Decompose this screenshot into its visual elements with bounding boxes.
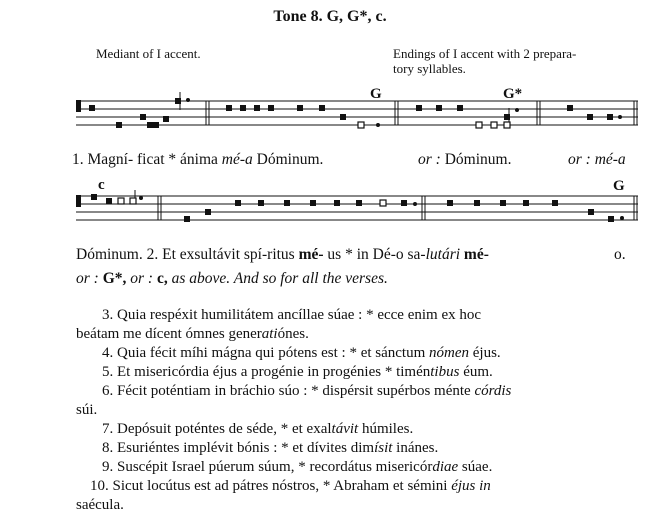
verse-line — [76, 420, 644, 439]
verse-text: diae — [432, 459, 459, 475]
verse-text: Fécit poténtiam in bráchio súo : * dispérsit supérbos ménte — [117, 383, 475, 399]
lyric-3b: G*, — [98, 270, 127, 287]
verse-text: saécula. — [76, 497, 124, 513]
verse-line — [76, 382, 644, 401]
ending-mark-c: c — [98, 177, 105, 193]
verse-text: Sicut locútus est ad pátres nóstros, * Abraham et sémini — [112, 478, 452, 494]
verse-text: ónes. — [277, 326, 309, 342]
verse-number: 8. — [102, 440, 117, 456]
lyric-1b: mé-a — [221, 151, 253, 168]
verse-number: 7. — [102, 421, 117, 437]
lyric-line-1-ending-2: or : mé-a — [568, 151, 626, 168]
verse-line — [76, 458, 644, 477]
verse-text: inánes. — [392, 440, 439, 456]
verse-text: Quia respéxit humilitátem ancíllae súae : * ecce enim ex hoc — [117, 307, 482, 323]
lyric-1a: 1. Magní- ficat * ánima — [72, 151, 222, 168]
lyric-1e: Dóminum. — [440, 151, 512, 168]
lyric-2e: mé- — [460, 246, 489, 263]
lyric-1c: Dóminum. — [252, 151, 324, 168]
verse-text: húmiles. — [358, 421, 414, 437]
verse-text: éum. — [459, 364, 493, 380]
verse-text: Esuriéntes implévit bónis : * et dívites dim — [117, 440, 375, 456]
verse-text: súae. — [458, 459, 493, 475]
verse-text: beátam me dícent ómnes gener — [76, 326, 262, 342]
ending-mark-g: G — [370, 86, 382, 102]
mediant-label: Mediant of I accent. — [96, 46, 201, 61]
verse-text: súi. — [76, 402, 98, 418]
verse-text: nómen — [429, 345, 470, 361]
verse-line — [76, 496, 644, 515]
verse-line — [76, 439, 644, 458]
verse-line — [76, 325, 644, 344]
verse-line — [76, 344, 644, 363]
verse-number: 9. — [102, 459, 117, 475]
lyric-3d: c, — [156, 270, 168, 287]
lyric-line-2 — [76, 246, 489, 264]
verse-number: 6. — [102, 383, 117, 399]
lyric-2d: lutári — [425, 246, 461, 263]
verse-text: éjus. — [469, 345, 501, 361]
endings-label-line1: Endings of I accent with 2 prepara- — [393, 46, 577, 61]
verse-number: 4. — [102, 345, 117, 361]
verse-line — [76, 477, 644, 496]
ending-mark-g-star: G* — [503, 86, 523, 102]
verse-text: Depósuit poténtes de séde, * et exal — [117, 421, 332, 437]
lyric-1d: or : — [418, 151, 441, 168]
verse-text: ísit — [374, 440, 393, 456]
verse-text: ati — [261, 326, 278, 342]
verse-number: 5. — [102, 364, 117, 380]
verse-line — [76, 363, 644, 382]
verse-text: Et misericórdia éjus a progénie in progénies * timén — [117, 364, 431, 380]
verse-text: córdis — [474, 383, 512, 399]
lyric-3c: or : — [126, 270, 157, 287]
verse-line — [76, 306, 644, 325]
lyric-3a: or : — [76, 270, 99, 287]
verse-text: Quia fécit míhi mágna qui pótens est : * et sánctum — [117, 345, 430, 361]
verse-text: Suscépit Israel púerum súum, * recordátus misericór — [117, 459, 433, 475]
verse-text: távit — [331, 421, 359, 437]
endings-label-line2: tory syllables. — [393, 61, 466, 76]
page-title: Tone 8. G, G*, c. — [273, 8, 387, 25]
lyric-2a: Dóminum. 2. Et exsultávit spí-ritus — [76, 246, 299, 263]
ending-mark-g-2: G — [613, 178, 625, 194]
verse-text: éjus in — [451, 478, 491, 494]
lyric-2b: mé- — [298, 246, 324, 263]
lyric-line-3 — [76, 270, 388, 288]
verse-number: 3. — [102, 307, 117, 323]
lyric-2c: us * in Dé-o sa- — [323, 246, 426, 263]
lyric-2f: o. — [614, 246, 626, 263]
verse-line — [76, 401, 644, 420]
lyric-3e: as above. And so for all the verses. — [167, 270, 388, 287]
verse-text: tibus — [430, 364, 460, 380]
verses-list — [76, 306, 644, 515]
verse-number: 10. — [90, 478, 113, 494]
